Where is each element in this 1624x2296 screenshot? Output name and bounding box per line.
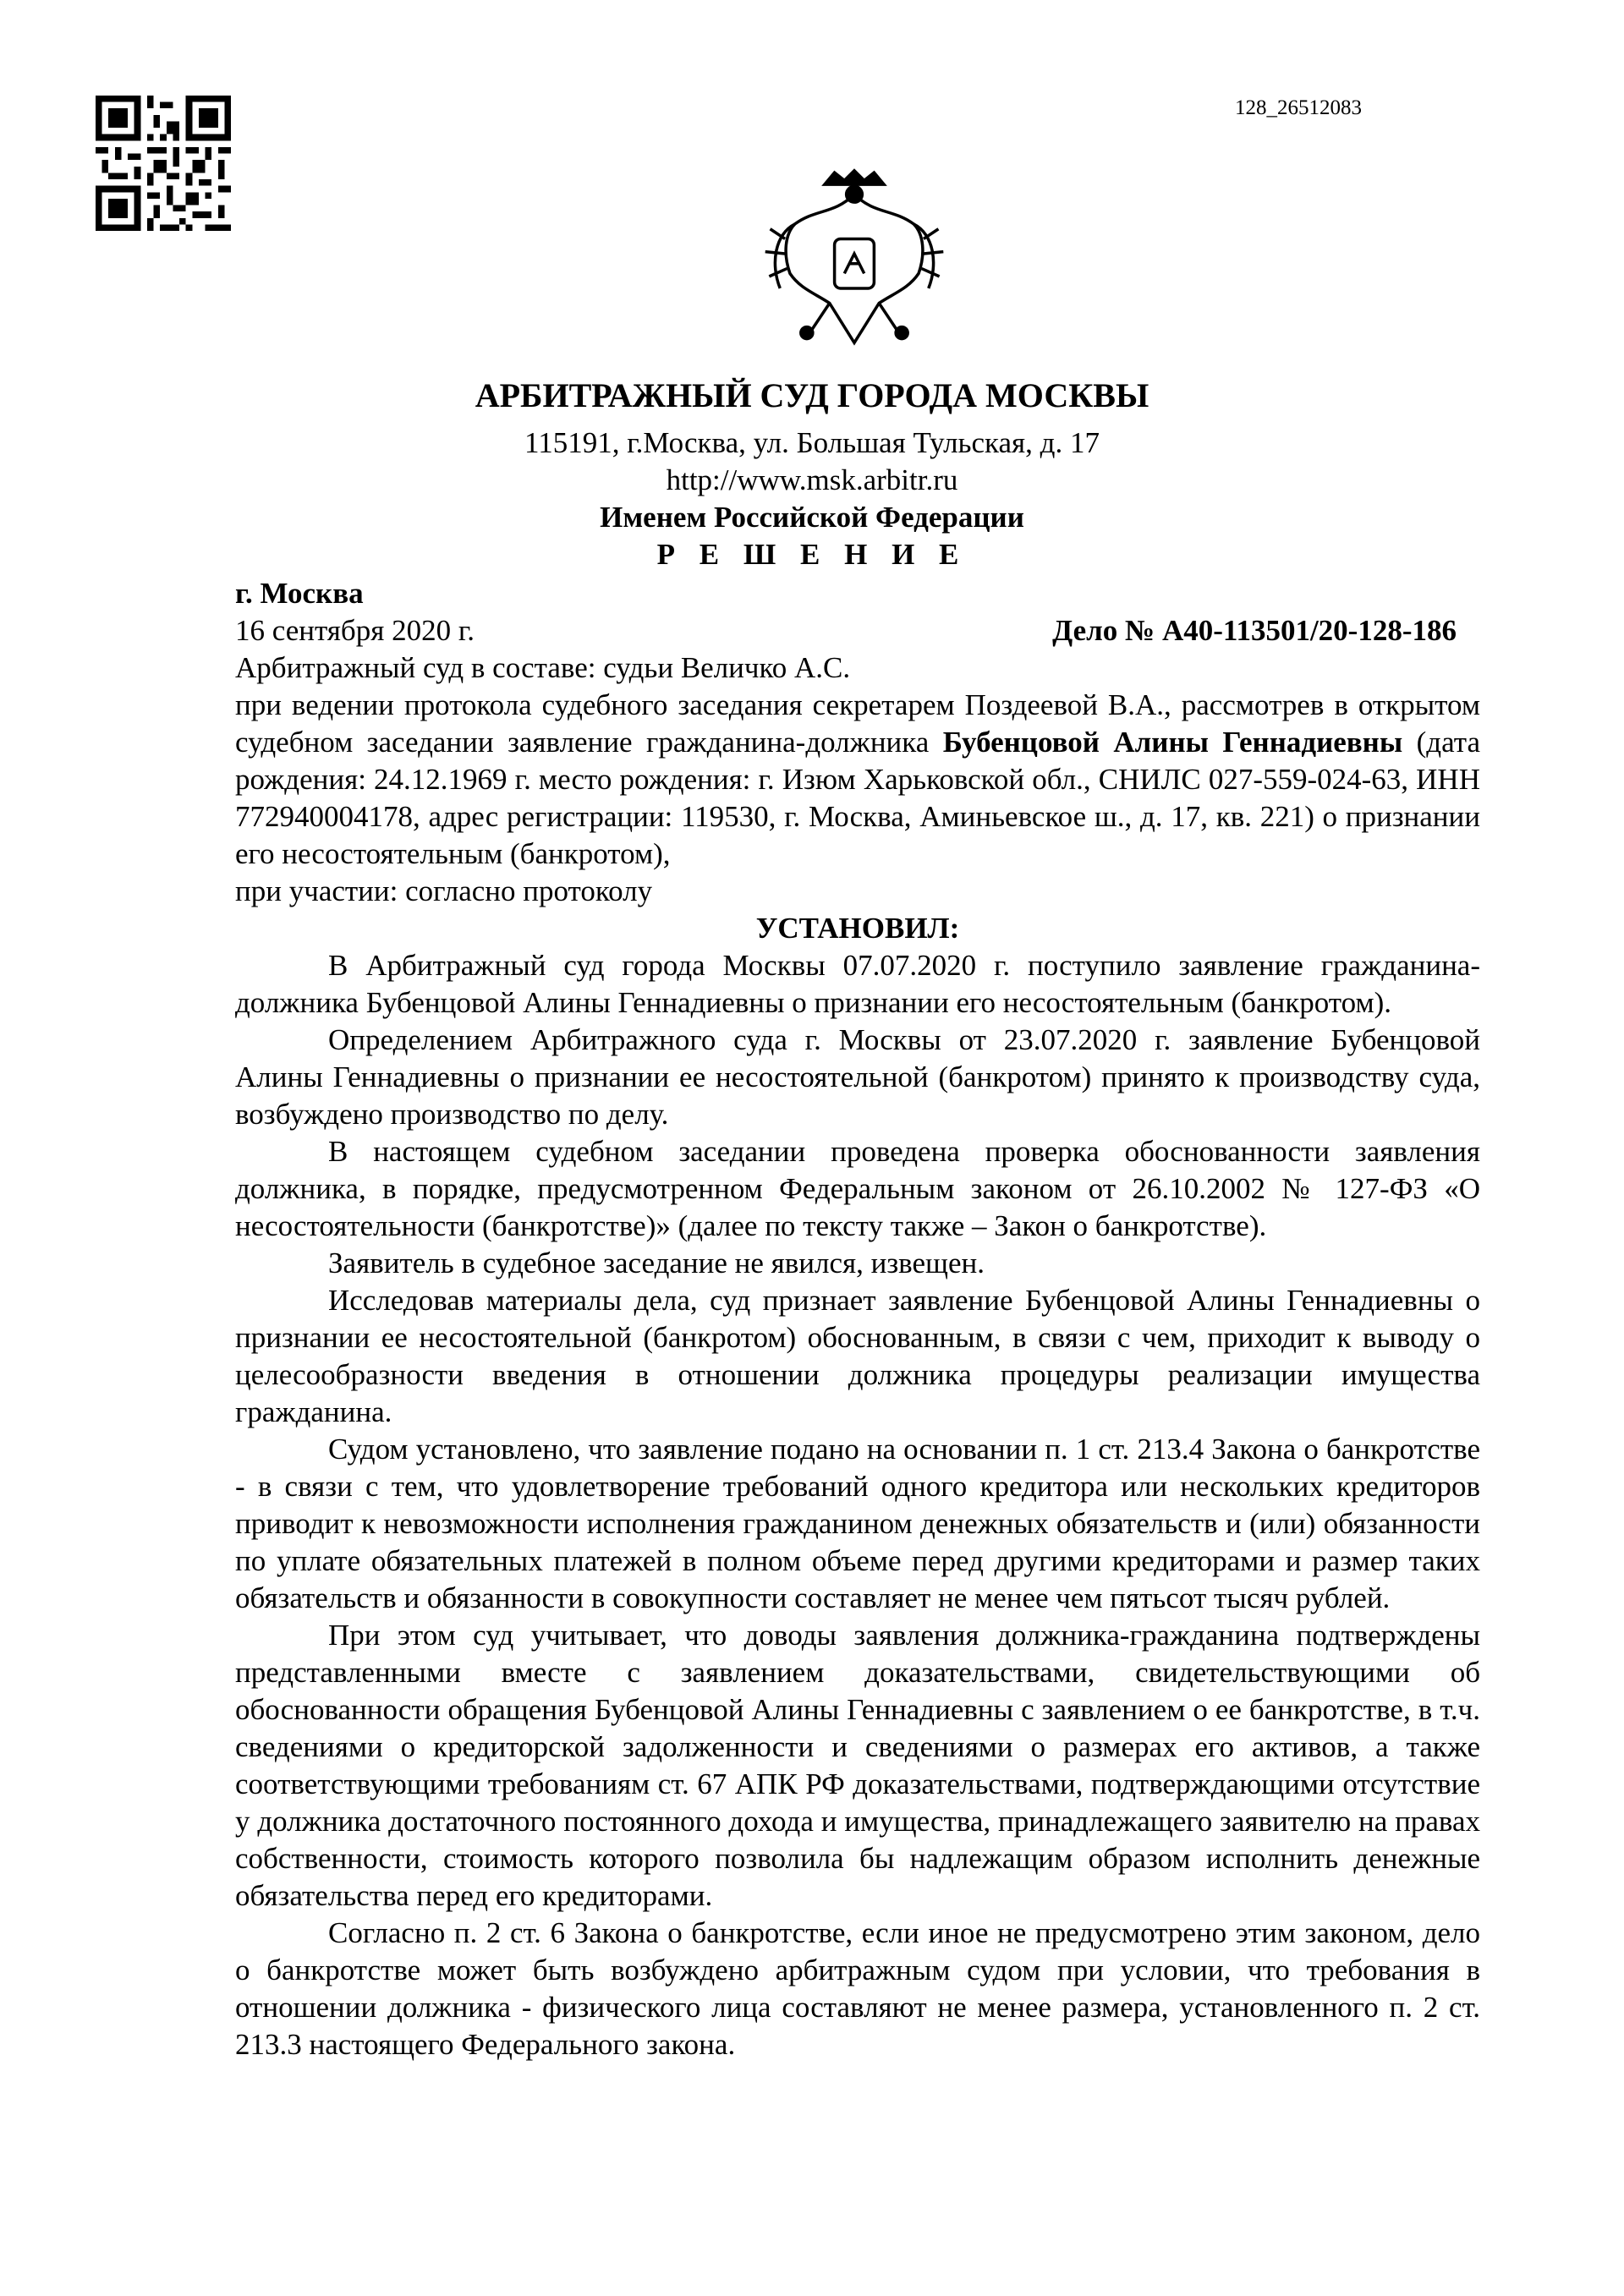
court-name: АРБИТРАЖНЫЙ СУД ГОРОДА МОСКВЫ (475, 376, 1149, 414)
paragraph: Заявитель в судебное заседание не явился, извещен. (328, 1247, 985, 1280)
document-body (235, 575, 1480, 2063)
paragraph: В Арбитражный суд города Москвы 07.07.2020 г. поступило заявление гражданина-должника Бубенцовой Алины Геннадиевны о признании его несостоятельным (банкротом). (235, 949, 1480, 1019)
established-heading: УСТАНОВИЛ: (755, 912, 960, 945)
paragraph: Судом установлено, что заявление подано на основании п. 1 ст. 213.4 Закона о банкротстве - в связи с тем, что удовлетворение требований одного кредитора или нескольких кредиторов приводит к невозможности исполнения гражданином денежных обязательств и (или) обязанности по уплате обязательных платежей в полном объеме перед другими кредиторами и размер таких обязательств и обязанности в совокупности составляет не менее чем пятьсот тысяч рублей. (235, 1433, 1480, 1614)
decision-title: Р Е Ш Е Н И Е (656, 538, 968, 571)
court-address: 115191, г.Москва, ул. Большая Тульская, д. 17 (524, 426, 1100, 459)
intro-part1: при ведении протокола судебного заседания секретарем Поздеевой В.А., рассмотрев в открытом судебном заседании заявление гражданина-должника (235, 688, 1480, 759)
dateline (235, 612, 1480, 649)
court-website: http://www.msk.arbitr.ru (666, 463, 958, 496)
paragraph: Исследовав материалы дела, суд признает заявление Бубенцовой Алины Геннадиевны о признании ее несостоятельной (банкротом) обоснованным, в связи с чем, приходит к выводу о целесообразности введения в отношении должника процедуры реализации имущества гражданина. (235, 1284, 1480, 1428)
in-name-of-federation: Именем Российской Федерации (600, 501, 1024, 534)
participation: при участии: согласно протоколу (235, 874, 653, 907)
debtor-name: Бубенцовой Алины Геннадиевны (942, 726, 1403, 759)
paragraph: Согласно п. 2 ст. 6 Закона о банкротстве, если иное не предусмотрено этим законом, дело о банкротстве может быть возбуждено арбитражным судом при условии, что требования в отношении должника - физического лица составляют не менее размера, установленного п. 2 ст. 213.3 настоящего Федерального закона. (235, 1916, 1480, 2061)
paragraph: Определением Арбитражного суда г. Москвы от 23.07.2020 г. заявление Бубенцовой Алины Геннадиевны о признании ее несостоятельной (банкротом) принято к производству суда, возбуждено производство по делу. (235, 1023, 1480, 1131)
coat-of-arms-emblem (755, 155, 953, 353)
case-city: г. Москва (235, 577, 364, 610)
paragraph: При этом суд учитывает, что доводы заявления должника-гражданина подтверждены представленными вместе с заявлением доказательствами, свидетельствующими об обоснованности обращения Бубенцовой Алины Геннадиевны с заявлением о ее банкротстве, в т.ч. сведениями о кредиторской задолженности и сведениями о размерах его активов, а также соответствующими требованиям ст. 67 АПК РФ доказательствами, подтверждающими отсутствие у должника достаточного постоянного дохода и имущества, принадлежащего заявителю на правах собственности, стоимость которого позволила бы надлежащим образом исполнить денежные обязательства перед его кредиторами. (235, 1619, 1480, 1912)
paragraph: В настоящем судебном заседании проведена проверка обоснованности заявления должника, в порядке, предусмотренном Федеральным законом от 26.10.2002 № 127-ФЗ «О несостоятельности (банкротстве)» (далее по тексту также – Закон о банкротстве). (235, 1135, 1480, 1242)
intro-paragraph (235, 687, 1480, 873)
case-number: Дело № А40-113501/20-128-186 (1052, 614, 1457, 647)
case-date: 16 сентября 2020 г. (235, 614, 475, 647)
intro-part2: (дата рождения: 24.12.1969 г. место рождения: г. Изюм Харьковской обл., СНИЛС 027-559-024-63, ИНН 772940004178, адрес регистрации: 119530, г. Москва, Аминьевское ш., д. 17, кв. 221) о признании его несостоятельным (банкротом), (235, 726, 1480, 870)
document-id: 128_26512083 (1235, 96, 1362, 119)
court-composition: Арбитражный суд в составе: судьи Величко А.С. (235, 651, 851, 684)
qr-code (96, 96, 231, 231)
